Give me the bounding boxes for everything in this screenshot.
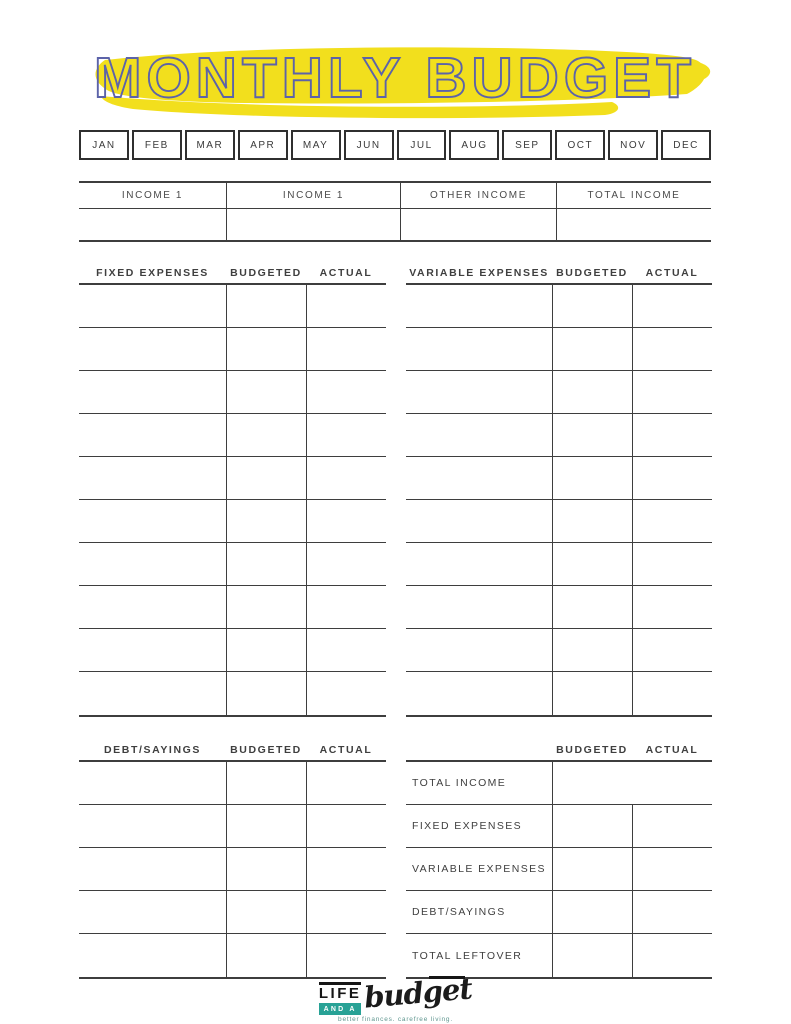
fixed-expenses-budgeted-cell <box>226 500 306 542</box>
variable-expenses-budgeted-cell <box>552 500 632 542</box>
fixed-expenses-budgeted-cell <box>226 414 306 456</box>
summary-actual-cell <box>632 805 712 847</box>
fixed-expenses-actual-cell <box>306 543 386 585</box>
variable-expenses-budgeted-cell <box>552 586 632 628</box>
variable-expenses-table <box>406 262 712 717</box>
fixed-expenses-row <box>79 285 386 328</box>
fixed-expenses-actual-cell <box>306 672 386 715</box>
income-value-cell-2 <box>227 209 401 240</box>
debt-savings-budgeted-cell <box>226 934 306 977</box>
fixed-expenses-actual-cell <box>306 629 386 671</box>
summary-table <box>406 739 712 979</box>
fixed-expenses-name-cell <box>79 586 226 628</box>
debt-savings-actual-cell <box>306 891 386 933</box>
debt-savings-row <box>79 848 386 891</box>
summary-label-total-income: TOTAL INCOME <box>412 777 507 789</box>
variable-expenses-row <box>406 457 712 500</box>
month-tab-dec[interactable]: DEC <box>661 130 711 160</box>
summary-actual-cell <box>632 934 712 977</box>
variable-expenses-actual-cell <box>632 629 712 671</box>
summary-row-debt-sayings <box>406 891 712 934</box>
variable-expenses-name-cell <box>406 672 552 715</box>
fixed-expenses-grid <box>79 283 386 717</box>
debt-savings-budgeted-cell <box>226 762 306 804</box>
debt-savings-budgeted-header: BUDGETED <box>230 743 302 756</box>
debt-savings-name-cell <box>79 891 226 933</box>
month-tab-row <box>79 130 711 160</box>
summary-label-variable-expenses: VARIABLE EXPENSES <box>412 863 546 875</box>
debt-savings-name-cell <box>79 934 226 977</box>
fixed-expenses-name-cell <box>79 629 226 671</box>
summary-merged-cell <box>552 762 712 804</box>
variable-expenses-header-row <box>406 262 712 283</box>
fixed-expenses-actual-cell <box>306 586 386 628</box>
debt-savings-header-row <box>79 739 386 760</box>
variable-expenses-row <box>406 586 712 629</box>
fixed-expenses-row <box>79 414 386 457</box>
variable-expenses-name-cell <box>406 285 552 327</box>
income-value-cell-3 <box>401 209 557 240</box>
variable-expenses-row <box>406 285 712 328</box>
variable-expenses-budgeted-header: BUDGETED <box>556 266 628 279</box>
fixed-expenses-row <box>79 328 386 371</box>
variable-expenses-name-cell <box>406 414 552 456</box>
fixed-expenses-name-cell <box>79 672 226 715</box>
variable-expenses-actual-cell <box>632 672 712 715</box>
summary-row-variable-expenses <box>406 848 712 891</box>
fixed-expenses-row <box>79 500 386 543</box>
fixed-expenses-budgeted-cell <box>226 672 306 715</box>
brand-logo <box>318 971 474 1023</box>
logo-row <box>318 971 474 1015</box>
variable-expenses-actual-cell <box>632 414 712 456</box>
variable-expenses-row <box>406 543 712 586</box>
variable-expenses-budgeted-cell <box>552 457 632 499</box>
fixed-expenses-actual-cell <box>306 414 386 456</box>
month-tab-apr[interactable]: APR <box>238 130 288 160</box>
debt-savings-budgeted-cell <box>226 891 306 933</box>
fixed-expenses-row <box>79 672 386 715</box>
variable-expenses-budgeted-cell <box>552 285 632 327</box>
fixed-expenses-actual-cell <box>306 457 386 499</box>
month-tab-jan[interactable]: JAN <box>79 130 129 160</box>
variable-expenses-actual-cell <box>632 285 712 327</box>
variable-expenses-title: VARIABLE EXPENSES <box>409 266 549 279</box>
logo-tagline: better finances. carefree living. <box>338 1016 453 1023</box>
variable-expenses-name-cell <box>406 500 552 542</box>
fixed-expenses-name-cell <box>79 414 226 456</box>
debt-savings-title: DEBT/SAYINGS <box>104 743 201 756</box>
fixed-expenses-name-cell <box>79 328 226 370</box>
variable-expenses-grid <box>406 283 712 717</box>
debt-savings-row <box>79 934 386 977</box>
debt-savings-row <box>79 762 386 805</box>
summary-budgeted-header: BUDGETED <box>556 743 628 756</box>
fixed-expenses-row <box>79 629 386 672</box>
income-header-3: OTHER INCOME <box>401 183 557 209</box>
summary-budgeted-cell <box>552 934 632 977</box>
variable-expenses-row <box>406 500 712 543</box>
month-tab-jun[interactable]: JUN <box>344 130 394 160</box>
variable-expenses-budgeted-cell <box>552 328 632 370</box>
fixed-expenses-actual-cell <box>306 285 386 327</box>
income-header-1: INCOME 1 <box>79 183 227 209</box>
summary-budgeted-cell <box>552 805 632 847</box>
variable-expenses-actual-cell <box>632 328 712 370</box>
debt-savings-row <box>79 805 386 848</box>
income-value-cell-1 <box>79 209 227 240</box>
fixed-expenses-actual-cell <box>306 328 386 370</box>
variable-expenses-budgeted-cell <box>552 672 632 715</box>
fixed-expenses-name-cell <box>79 500 226 542</box>
variable-expenses-budgeted-cell <box>552 543 632 585</box>
logo-life-text: LIFE <box>319 982 362 1002</box>
variable-expenses-actual-cell <box>632 500 712 542</box>
variable-expenses-budgeted-cell <box>552 629 632 671</box>
variable-expenses-actual-cell <box>632 586 712 628</box>
summary-row-fixed-expenses <box>406 805 712 848</box>
debt-savings-name-cell <box>79 762 226 804</box>
variable-expenses-name-cell <box>406 457 552 499</box>
variable-expenses-actual-header: ACTUAL <box>645 266 699 279</box>
fixed-expenses-name-cell <box>79 543 226 585</box>
logo-and-a-badge: AND A <box>319 1003 362 1015</box>
income-value-cell-4 <box>557 209 711 240</box>
variable-expenses-actual-cell <box>632 543 712 585</box>
logo-left-stack <box>319 982 362 1015</box>
month-tab-may[interactable]: MAY <box>291 130 341 160</box>
summary-grid <box>406 760 712 979</box>
summary-label-debt-sayings: DEBT/SAYINGS <box>412 906 506 918</box>
debt-savings-actual-cell <box>306 805 386 847</box>
debt-savings-table <box>79 739 386 979</box>
fixed-expenses-budgeted-header: BUDGETED <box>230 266 302 279</box>
debt-savings-actual-cell <box>306 934 386 977</box>
month-tab-mar[interactable]: MAR <box>185 130 235 160</box>
debt-savings-name-cell <box>79 848 226 890</box>
page-title: MONTHLY BUDGET <box>93 46 697 110</box>
fixed-expenses-budgeted-cell <box>226 457 306 499</box>
variable-expenses-row <box>406 371 712 414</box>
summary-budgeted-cell <box>552 848 632 890</box>
fixed-expenses-budgeted-cell <box>226 371 306 413</box>
summary-budgeted-cell <box>552 891 632 933</box>
fixed-expenses-budgeted-cell <box>226 629 306 671</box>
income-header-2: INCOME 1 <box>227 183 401 209</box>
month-tab-oct[interactable]: OCT <box>555 130 605 160</box>
variable-expenses-row <box>406 672 712 715</box>
debt-savings-actual-cell <box>306 848 386 890</box>
variable-expenses-row <box>406 414 712 457</box>
variable-expenses-row <box>406 328 712 371</box>
title-block <box>79 38 711 118</box>
fixed-expenses-title: FIXED EXPENSES <box>96 266 209 279</box>
variable-expenses-budgeted-cell <box>552 414 632 456</box>
income-header-4: TOTAL INCOME <box>557 183 711 209</box>
fixed-expenses-budgeted-cell <box>226 328 306 370</box>
variable-expenses-name-cell <box>406 328 552 370</box>
fixed-expenses-name-cell <box>79 457 226 499</box>
month-tab-feb[interactable]: FEB <box>132 130 182 160</box>
fixed-expenses-budgeted-cell <box>226 586 306 628</box>
summary-label-total-leftover: TOTAL LEFTOVER <box>412 949 523 962</box>
fixed-expenses-header-row <box>79 262 386 283</box>
debt-savings-budgeted-cell <box>226 805 306 847</box>
fixed-expenses-actual-cell <box>306 371 386 413</box>
variable-expenses-name-cell <box>406 586 552 628</box>
variable-expenses-name-cell <box>406 371 552 413</box>
fixed-expenses-row <box>79 543 386 586</box>
fixed-expenses-budgeted-cell <box>226 543 306 585</box>
debt-savings-actual-cell <box>306 762 386 804</box>
summary-row-total-leftover <box>406 934 712 977</box>
variable-expenses-actual-cell <box>632 457 712 499</box>
variable-expenses-name-cell <box>406 629 552 671</box>
fixed-expenses-row <box>79 457 386 500</box>
variable-expenses-name-cell <box>406 543 552 585</box>
summary-header-row <box>406 739 712 760</box>
summary-label-fixed-expenses: FIXED EXPENSES <box>412 820 523 832</box>
debt-savings-actual-header: ACTUAL <box>319 743 373 756</box>
income-table <box>79 181 711 242</box>
month-tab-aug[interactable]: AUG <box>449 130 499 160</box>
fixed-expenses-row <box>79 586 386 629</box>
summary-actual-header: ACTUAL <box>645 743 699 756</box>
fixed-expenses-name-cell <box>79 285 226 327</box>
fixed-expenses-row <box>79 371 386 414</box>
month-tab-jul[interactable]: JUL <box>397 130 447 160</box>
summary-row-total-income <box>406 762 712 805</box>
fixed-expenses-budgeted-cell <box>226 285 306 327</box>
debt-savings-budgeted-cell <box>226 848 306 890</box>
variable-expenses-row <box>406 629 712 672</box>
fixed-expenses-actual-cell <box>306 500 386 542</box>
debt-savings-name-cell <box>79 805 226 847</box>
fixed-expenses-table <box>79 262 386 717</box>
month-tab-sep[interactable]: SEP <box>502 130 552 160</box>
logo-budget-script-text: budget <box>363 971 474 1015</box>
debt-savings-grid <box>79 760 386 979</box>
debt-savings-row <box>79 891 386 934</box>
fixed-expenses-name-cell <box>79 371 226 413</box>
summary-actual-cell <box>632 891 712 933</box>
fixed-expenses-actual-header: ACTUAL <box>319 266 373 279</box>
variable-expenses-actual-cell <box>632 371 712 413</box>
month-tab-nov[interactable]: NOV <box>608 130 658 160</box>
variable-expenses-budgeted-cell <box>552 371 632 413</box>
summary-actual-cell <box>632 848 712 890</box>
